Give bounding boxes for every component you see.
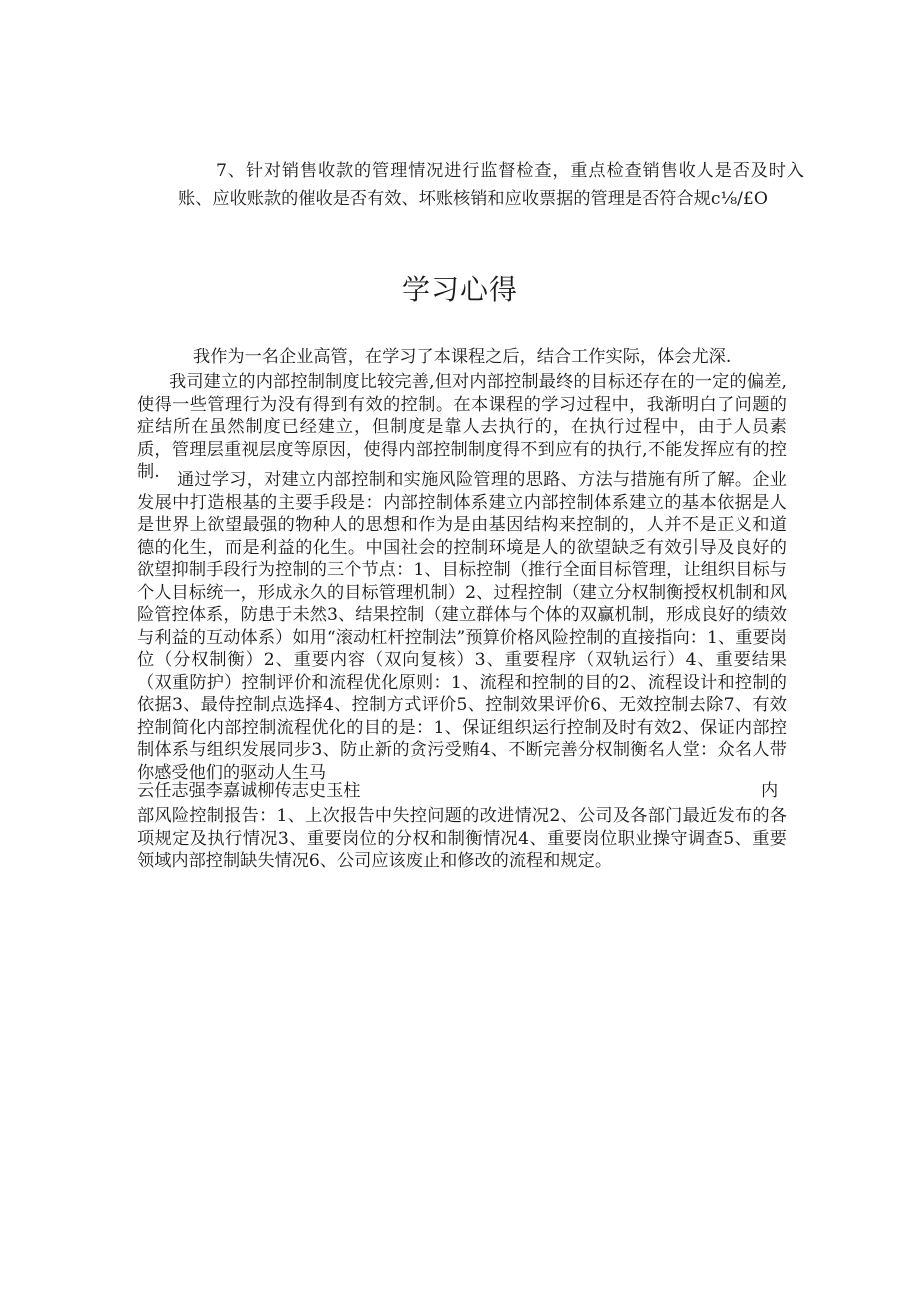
paragraph-report: 部风险控制报告：1、上次报告中失控问题的改进情况2、公司及各部门最近发布的各项规定及执行情况3、重要岗位的分权和制衡情况4、重要岗位职业操守调查5、重要领域内部控制缺失情况6、公司应该废止和修改的流程和规定。 [137, 806, 787, 871]
paragraph-names-row [137, 780, 787, 803]
paragraph-problem: 我司建立的内部控制制度比较完善,但对内部控制最终的目标还存在的一定的偏差,使得一些管理行为没有得到有效的控制。在本课程的学习过程中，我渐明白了问题的症结所在虽然制度已经建立，但制度是靠人去执行的，在执行过程中，由于人员素质，管理层重视层度等原因，使得内部控制制度得不到应有的执行,不能发挥应有的控制. [137, 372, 787, 482]
paragraph-names-right: 内 [761, 781, 779, 801]
page-title: 学习心得 [401, 273, 518, 306]
top-paragraph: 7、针对销售收款的管理情况进行监督检查，重点检查销售收人是否及时入账、应收账款的催收是否有效、坏账核销和应收票据的管理是否符合规c⅛∕£O [178, 161, 804, 209]
paragraph-learning: 通过学习，对建立内部控制和实施风险管理的思路、方法与措施有所了解。企业发展中打造根基的主要手段是：内部控制体系建立内部控制体系建立的基本依据是人是世界上欲望最强的物种人的思想和作为是由基因结构来控制的，人并不是正义和道德的化生，而是利益的化生。中国社会的控制环境是人的欲望缺乏有效引导及良好的欲望抑制手段行为控制的三个节点：1、目标控制（推行全面目标管理，让组织目标与个人目标统一，形成永久的目标管理机制）2、过程控制（建立分权制衡授权机制和风险管控体系，防患于未然3、结果控制（建立群体与个体的双赢机制，形成良好的绩效与利益的互动体系）如用“滚动杠杆控制法”预算价格风险控制的直接指向：1、重要岗位（分权制衡）2、重要内容（双向复核）3、重要程序（双轨运行）4、重要结果（双重防护）控制评价和流程优化原则：1、流程和控制的目的2、流程设计和控制的依据3、最侍控制点选择4、控制方式评价5、控制效果评价6、无效控制去除7、有效控制简化内部控制流程优化的目的是：1、保证组织运行控制及时有效2、保证内部控制体系与组织发展同步3、防止新的贪污受贿4、不断完善分权制衡名人堂：众名人带你感受他们的驱动人生马 [137, 470, 787, 783]
paragraph-intro: 我作为一名企业高管，在学习了本课程之后，结合工作实际，体会尤深. [193, 347, 732, 367]
paragraph-names-left: 云任志强李嘉诚柳传志史玉柱 [137, 781, 361, 801]
